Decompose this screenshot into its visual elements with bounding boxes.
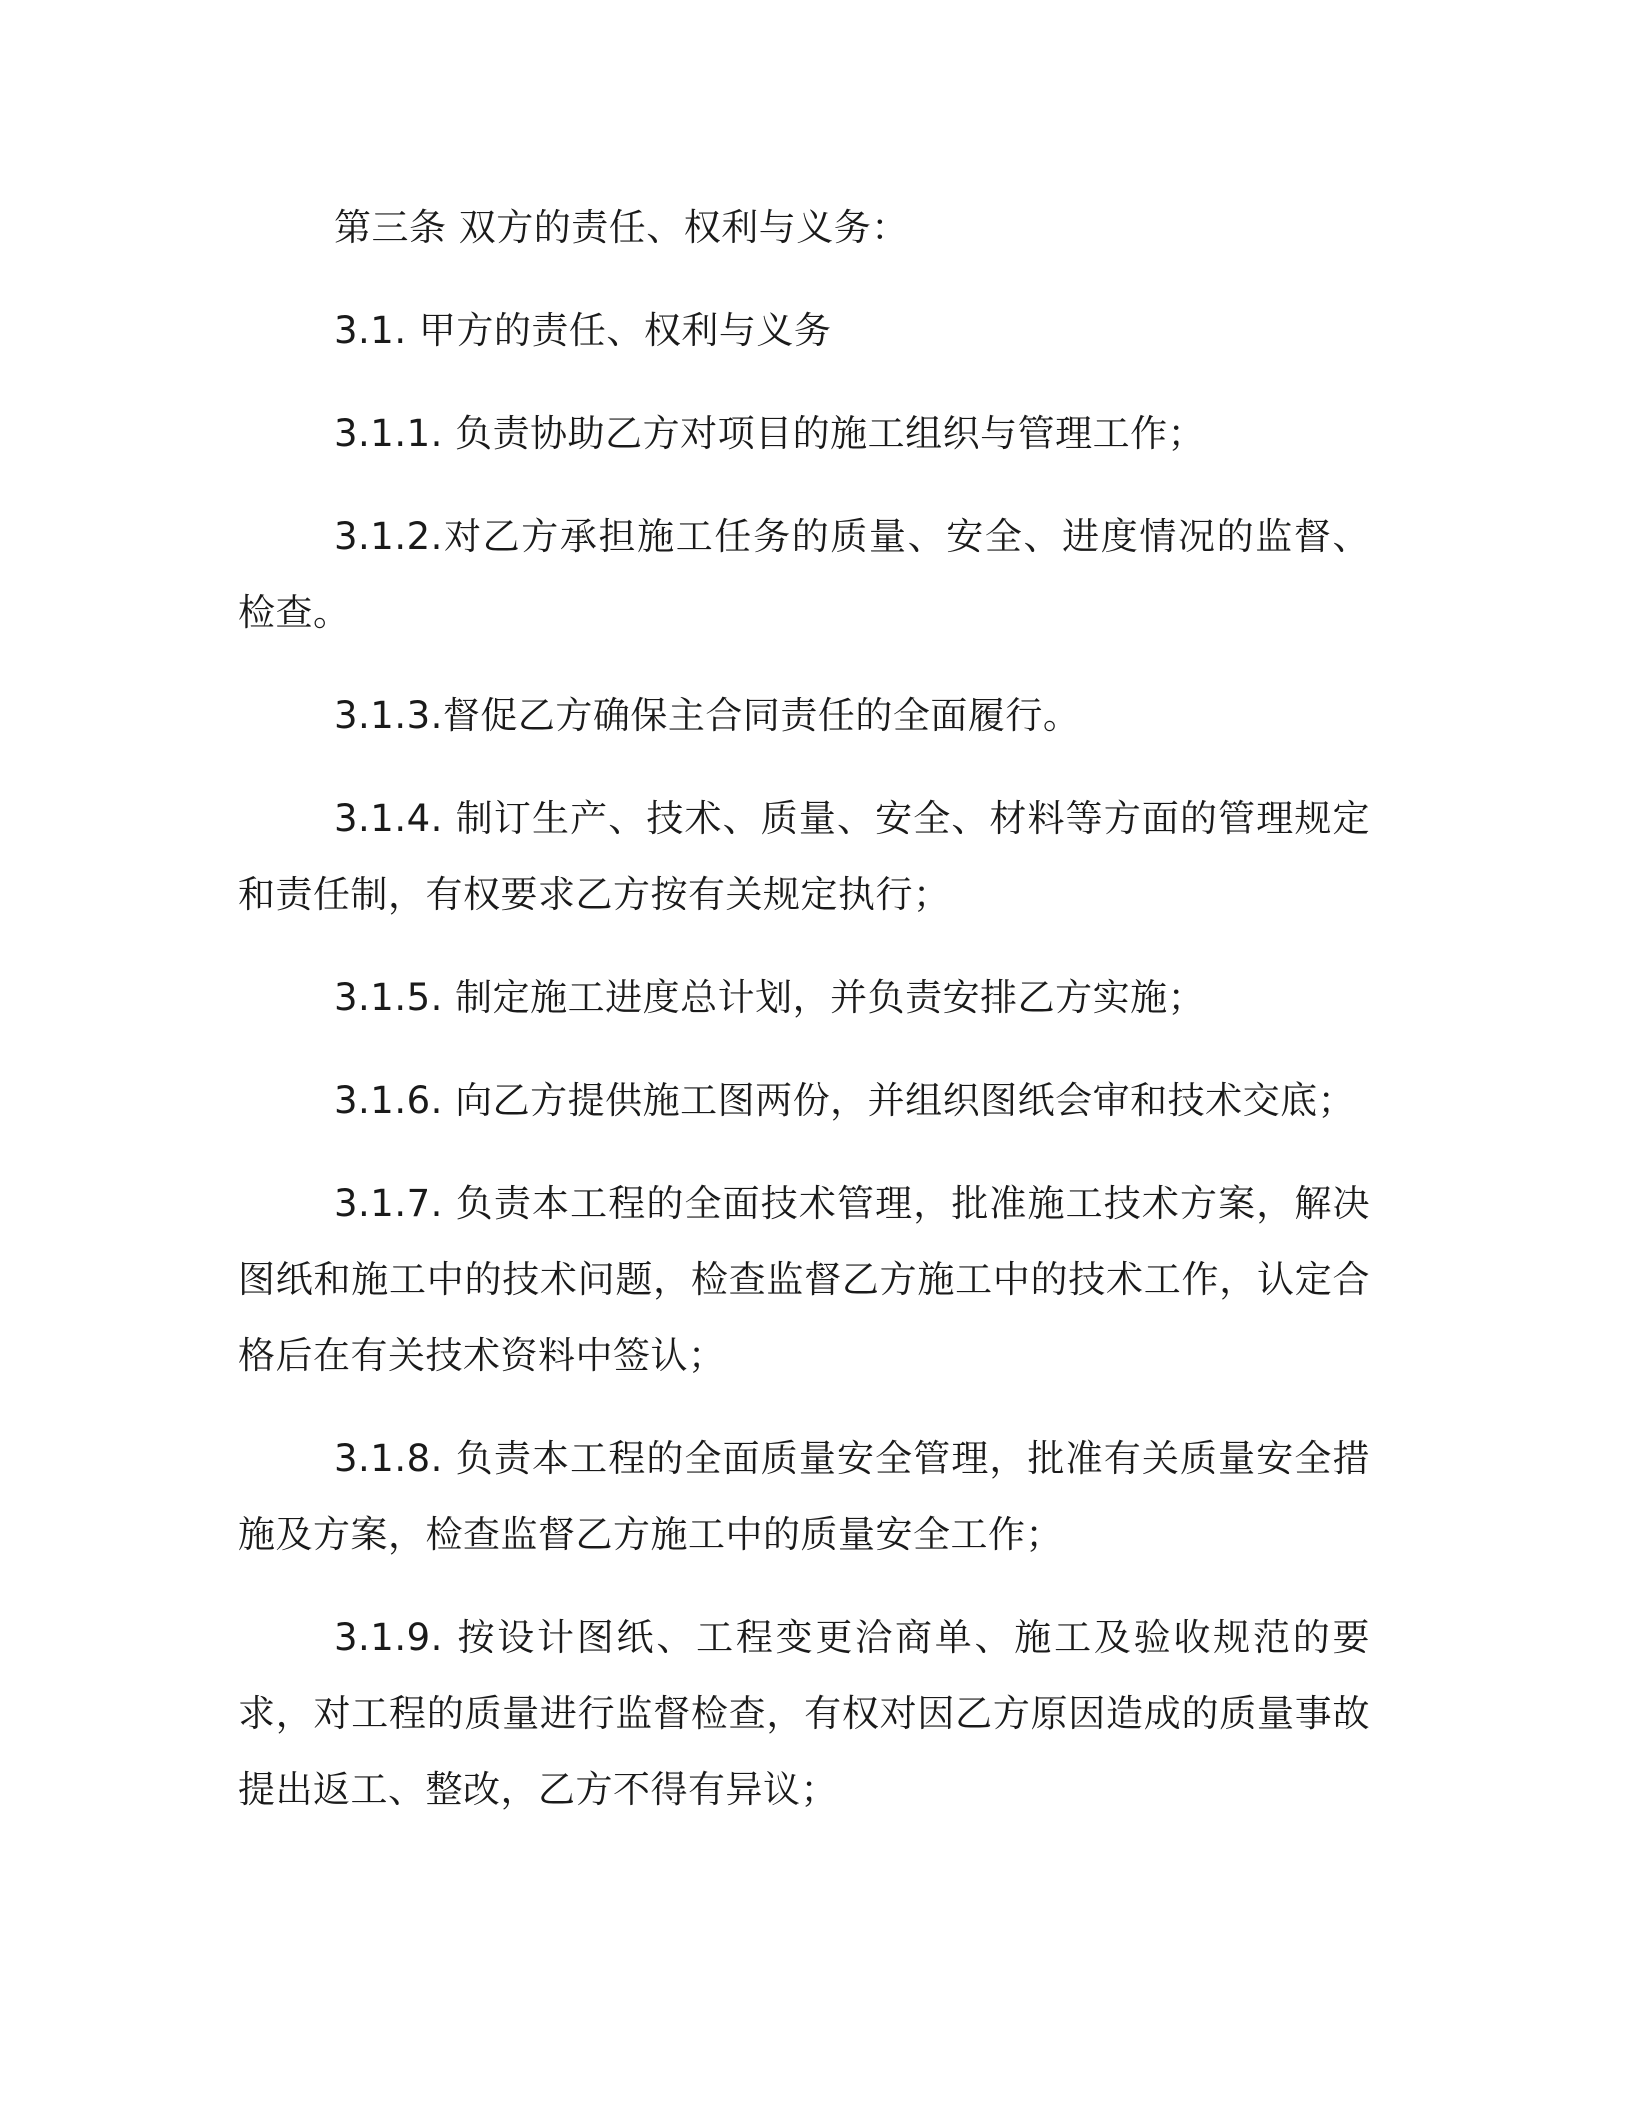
clause-3-1-9: 3.1.9. 按设计图纸、工程变更洽商单、施工及验收规范的要求，对工程的质量进行监督检查，有权对因乙方原因造成的质量事故提出返工、整改，乙方不得有异议； [238,1616,1370,1811]
clause-3-1-4: 3.1.4. 制订生产、技术、质量、安全、材料等方面的管理规定和责任制，有权要求乙方按有关规定执行； [238,797,1370,916]
article-heading: 第三条 双方的责任、权利与义务： [334,206,909,249]
clause-3-1-6: 3.1.6. 向乙方提供施工图两份，并组织图纸会审和技术交底； [334,1079,1356,1122]
clause-3-1-8: 3.1.8. 负责本工程的全面质量安全管理，批准有关质量安全措施及方案，检查监督乙方施工中的质量安全工作； [238,1437,1370,1556]
clause-3-1-2: 3.1.2.对乙方承担施工任务的质量、安全、进度情况的监督、检查。 [238,515,1370,634]
document-body [238,190,1370,1855]
clause-3-1-1: 3.1.1. 负责协助乙方对项目的施工组织与管理工作； [334,412,1206,455]
clause-3-1-7: 3.1.7. 负责本工程的全面技术管理，批准施工技术方案，解决图纸和施工中的技术问题，检查监督乙方施工中的技术工作，认定合格后在有关技术资料中签认； [238,1182,1370,1377]
clause-3-1-3: 3.1.3.督促乙方确保主合同责任的全面履行。 [334,694,1081,737]
section-heading: 3.1. 甲方的责任、权利与义务 [334,309,832,352]
clause-3-1-5: 3.1.5. 制定施工进度总计划，并负责安排乙方实施； [334,976,1206,1019]
